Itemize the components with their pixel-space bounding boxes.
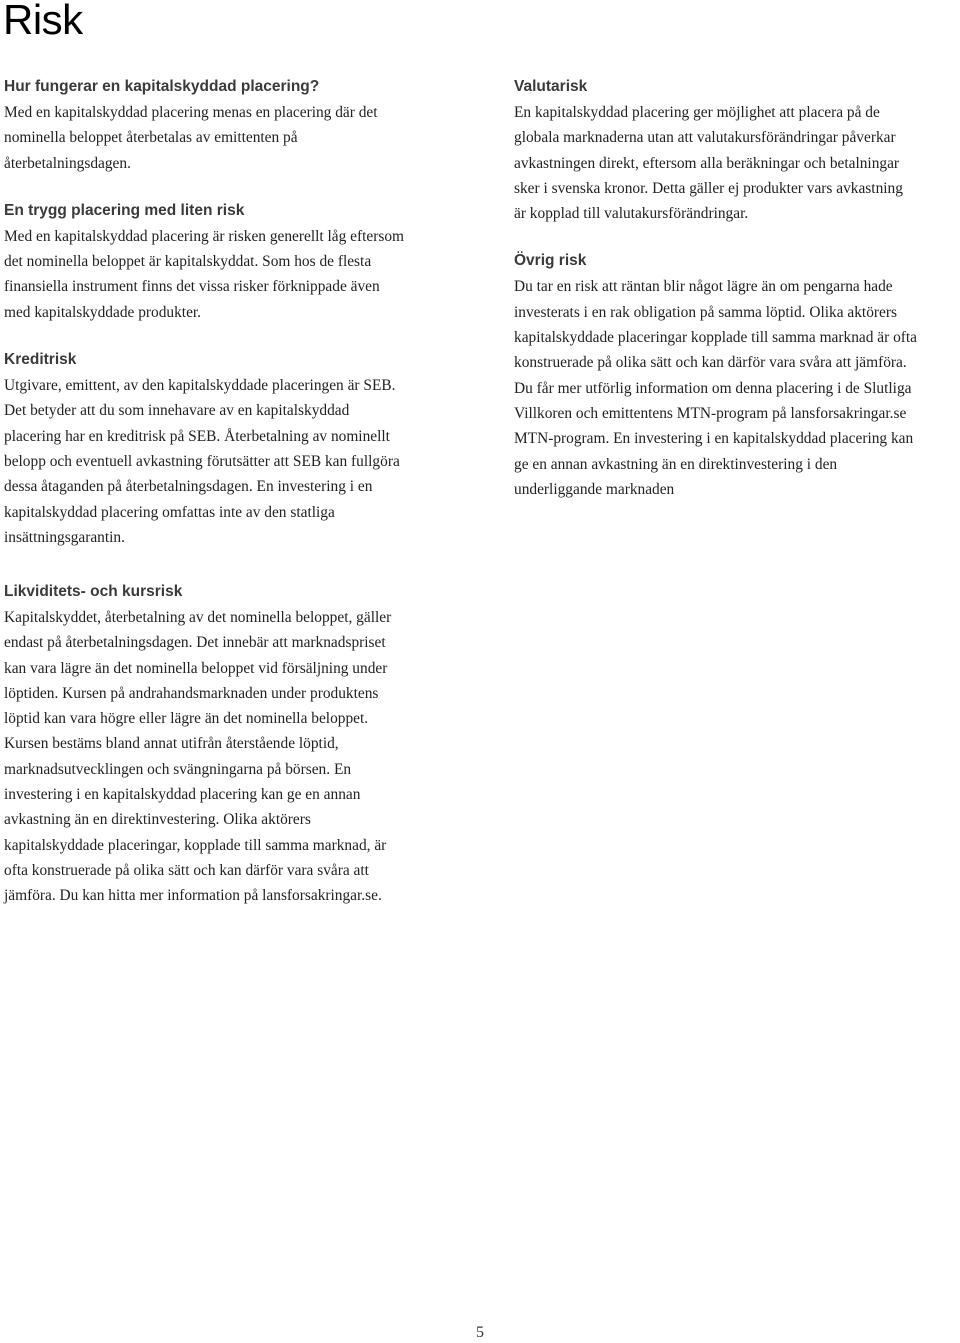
- section-currency-risk: [514, 74, 960, 226]
- section-heading: Övrig risk: [514, 252, 587, 270]
- right-column: [514, 74, 960, 524]
- section-heading: En trygg placering med liten risk: [4, 201, 245, 219]
- section-body: Kapitalskyddet, återbetalning av det nominella beloppet, gäller endast på återbetalningsdagen. Det innebär att marknadspriset kan vara lägre än det nominella beloppet vid försäljning under löptiden. Kursen på andrahandsmarknaden under produktens löptid kan vara högre eller lägre än det nominella beloppet. Kursen bestäms bland annat utifrån återstående löptid, marknadsutvecklingen och svängningarna på börsen. En investering i en kapitalskyddad placering kan ge en annan avkastning än en direktinvestering. Olika aktörers kapitalskyddade placeringar, kopplade till samma marknad, är ofta konstruerade på olika sätt och kan därför vara svåra att jämföra. Du kan hitta mer information på lansforsakringar.se.: [4, 609, 392, 905]
- section-how-it-works: [4, 74, 474, 176]
- section-heading: Kreditrisk: [4, 351, 77, 369]
- section-liquidity-risk: [4, 579, 464, 909]
- section-body: En kapitalskyddad placering ger möjlighet att placera på de globala marknaderna utan att valutakursförändringar påverkar avkastningen direkt, eftersom alla beräkningar och betalningar sker i svenska kronor. Detta gäller ej produkter vars avkastning är kopplad till valutakursförändringar.: [514, 104, 903, 223]
- section-safe-investment: [4, 198, 474, 325]
- page-number: 5: [476, 1324, 484, 1341]
- section-body: Med en kapitalskyddad placering menas en placering där det nominella beloppet återbetalas av emittenten på återbetalningsdagen.: [4, 104, 378, 172]
- page-title: Risk: [3, 0, 83, 43]
- section-body: Utgivare, emittent, av den kapitalskyddade placeringen är SEB. Det betyder att du som innehavare av en kapitalskyddad placering har en kreditrisk på SEB. Återbetalning av nominellt belopp och eventuell avkastning förutsätter att SEB kan fullgöra dessa åtaganden på återbetalningsdagen. En investering i en kapitalskyddad placering omfattas inte av den statliga insättningsgarantin.: [4, 377, 400, 546]
- section-heading: Likviditets- och kursrisk: [4, 583, 183, 600]
- section-other-risk: [514, 248, 960, 502]
- section-body: Du tar en risk att räntan blir något lägre än om pengarna hade investerats i en rak obligation på samma löptid. Olika aktörers kapitalskyddade placeringar kopplade till samma marknad är ofta konstruerade på olika sätt och kan därför vara svåra att jämföra. Du får mer utförlig information om denna placering i de Slutliga Villkoren och emittentens MTN-program på lansforsakringar.se MTN-program. En investering i en kapitalskyddad placering kan ge en annan avkastning än en direktinvestering i den underliggande marknaden: [514, 278, 917, 498]
- section-body: Med en kapitalskyddad placering är risken generellt låg eftersom det nominella beloppet är kapitalskyddat. Som hos de flesta finansiella instrument finns det vissa risker förknippade även med kapitalskyddade produkter.: [4, 227, 405, 321]
- bottom-column: [4, 579, 464, 931]
- section-heading: Valutarisk: [514, 78, 588, 95]
- section-heading: Hur fungerar en kapitalskyddad placering?: [4, 78, 320, 95]
- section-credit-risk: [4, 347, 474, 550]
- left-column: [4, 74, 474, 572]
